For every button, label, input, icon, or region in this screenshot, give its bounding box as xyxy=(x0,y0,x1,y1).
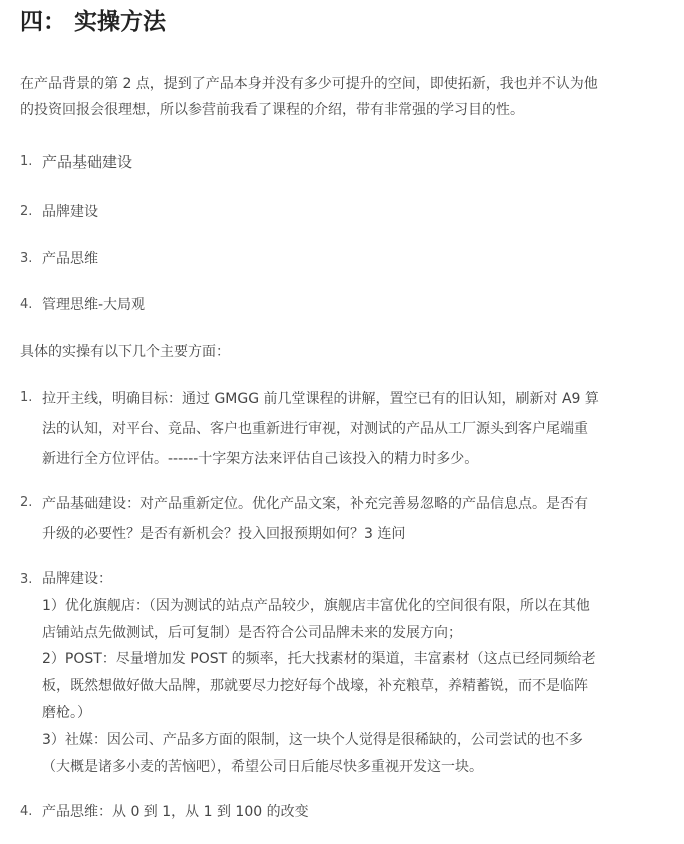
list-item-line: （大概是诸多小麦的苦恼吧），希望公司日后能尽快多重视开发这一块。 xyxy=(42,758,483,775)
list-number: 4. xyxy=(20,804,33,819)
list-number: 1. xyxy=(20,154,33,169)
intro-line: 在产品背景的第 2 点，提到了产品本身并没有多少可提升的空间，即使拓新，我也并不认为他 xyxy=(20,76,598,92)
list-number: 2. xyxy=(20,204,33,219)
list-number: 4. xyxy=(20,297,33,312)
list-item-line: 法的认知，对平台、竞品、客户也重新进行审视，对测试的产品从工厂源头到客户尾端重 xyxy=(42,421,588,437)
list-item-line: 磨枪。） xyxy=(42,704,91,721)
list-item xyxy=(20,149,630,175)
list-number: 1. xyxy=(20,390,33,405)
intro-paragraph xyxy=(20,71,630,123)
list-item-line: 产品思维：从 0 到 1，从 1 到 100 的改变 xyxy=(42,804,309,820)
list-item-line: 产品基础建设：对产品重新定位。优化产品文案，补充完善易忽略的产品信息点。是否有 xyxy=(42,496,588,512)
list-item-line: 3）社媒：因公司、产品多方面的限制，这一块个人觉得是很稀缺的，公司尝试的也不多 xyxy=(42,731,583,748)
list-number: 3. xyxy=(20,572,33,587)
list-item-line: 2）POST：尽量增加发 POST 的频率，托大找素材的渠道，丰富素材（这点已经同频给老 xyxy=(42,651,596,668)
list-item-text: 产品基础建设 xyxy=(42,153,133,171)
list-item xyxy=(20,246,630,272)
list-item-text: 管理思维-大局观 xyxy=(42,297,146,313)
lead-text: 具体的实操有以下几个主要方面： xyxy=(20,344,230,360)
list-item-text: 产品思维 xyxy=(42,251,98,267)
list-item xyxy=(20,292,630,318)
list-item-line: 新进行全方位评估。------十字架方法来评估自己该投入的精力时多少。 xyxy=(42,451,479,467)
list-number: 3. xyxy=(20,251,33,266)
list-item-text: 品牌建设 xyxy=(42,204,98,220)
list-item-line: 板，既然想做好做大品牌，那就要尽力挖好每个战壕，补充粮草，养精蓄锐，而不是临阵 xyxy=(42,678,588,695)
intro-line: 的投资回报会很理想，所以参营前我看了课程的介绍，带有非常强的学习目的性。 xyxy=(20,102,524,118)
section-heading: 四： 实操方法 xyxy=(20,9,167,35)
list-number: 2. xyxy=(20,495,33,510)
lead-paragraph xyxy=(20,339,630,365)
list-item-line: 升级的必要性？是否有新机会？投入回报预期如何？3 连问 xyxy=(42,526,406,542)
list-item-line: 1）优化旗舰店：（因为测试的站点产品较少，旗舰店丰富优化的空间很有限，所以在其他 xyxy=(42,597,590,614)
list-item-line: 品牌建设： xyxy=(42,571,112,587)
list-item-line: 店铺站点先做测试，后可复制）是否符合公司品牌未来的发展方向； xyxy=(42,624,462,641)
list-item xyxy=(20,199,630,225)
list-item-line: 拉开主线，明确目标：通过 GMGG 前几堂课程的讲解，置空已有的旧认知，刷新对 A9 算 xyxy=(42,391,599,407)
